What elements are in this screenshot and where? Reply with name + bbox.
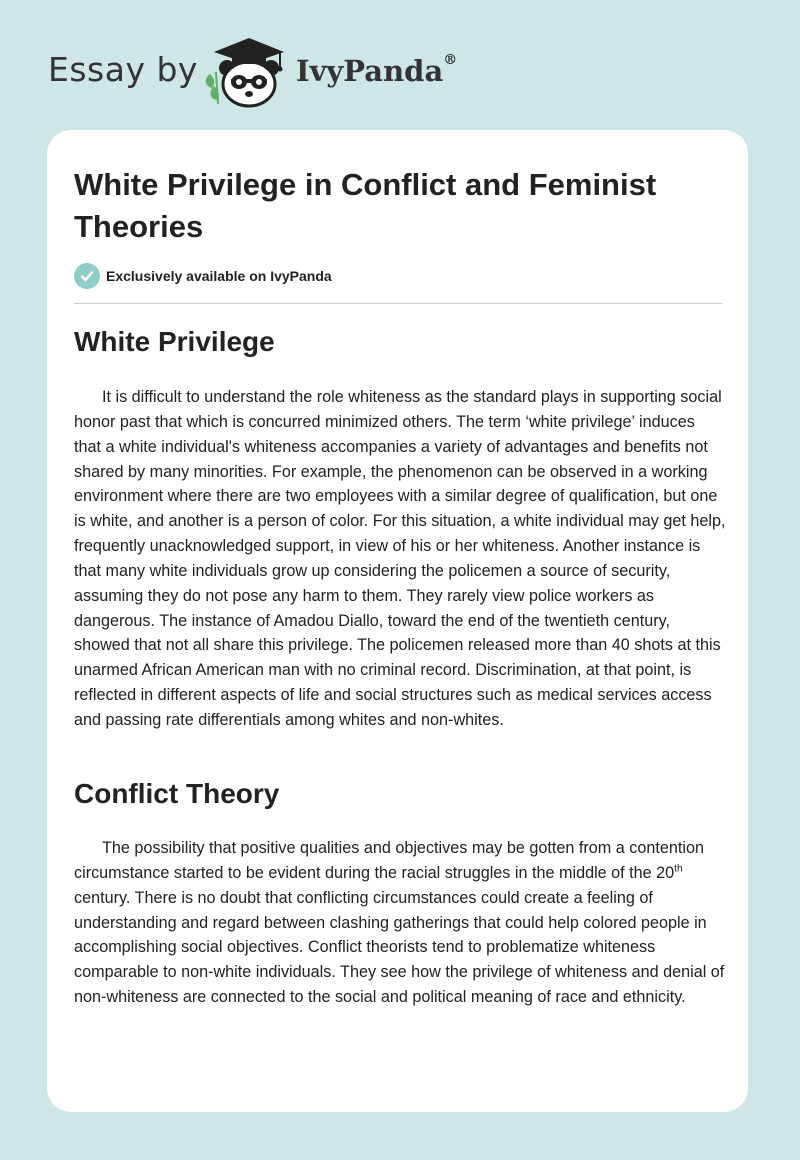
badge-label: Exclusively available on IvyPanda [106, 268, 332, 284]
section-heading: Conflict Theory [74, 778, 280, 809]
essay-card [47, 130, 748, 1112]
site-header [0, 0, 800, 130]
essay-by-label: Essay by [48, 50, 198, 89]
divider [74, 303, 723, 304]
brand-name[interactable]: IvyPanda® [296, 52, 458, 88]
section-paragraph: The possibility that positive qualities and objectives may be gotten from a contention circumstance started to be evident during the racial struggles in the middle of the 20th century. There is no doubt that conflicting circumstances could create a feeling of understanding and regard between clashing gatherings that could help colored people in accomplishing social objectives. Conflict theorists tend to problematize whiteness comparable to non-white individuals. They see how the privilege of whiteness and denial of non-whiteness are connected to the social and political meaning of race and ethnicity. [74, 839, 725, 1007]
check-icon [74, 263, 100, 289]
section-heading: White Privilege [74, 326, 275, 357]
exclusive-badge [74, 263, 332, 289]
section-paragraph: It is difficult to understand the role whiteness as the standard plays in supporting social honor past that which is concurred minimized others. The term ‘white privilege’ induces that a white individual's whiteness accompanies a variety of advantages and benefits not shared by many minorities. For example, the phenomenon can be observed in a working environment where there are two employees with a similar degree of qualification, but one is white, and another is a person of color. For this situation, a white individual may get help, frequently unacknowledged support, in view of his or her whiteness. Another instance is that many white individuals grow up considering the policemen a source of security, assuming they do not pose any harm to them. They rarely view police workers as dangerous. The instance of Amadou Diallo, toward the end of the twentieth century, showed that not all share this privilege. The policemen released more than 40 shots at this unarmed African American man with no criminal record. Discrimination, at that point, is reflected in different aspects of life and social structures such as medical services access and passing rate differentials among whites and non-whites. [74, 388, 726, 729]
ivypanda-logo-icon[interactable] [200, 34, 292, 110]
page-title: White Privilege in Conflict and Feminist Theories [74, 167, 657, 244]
